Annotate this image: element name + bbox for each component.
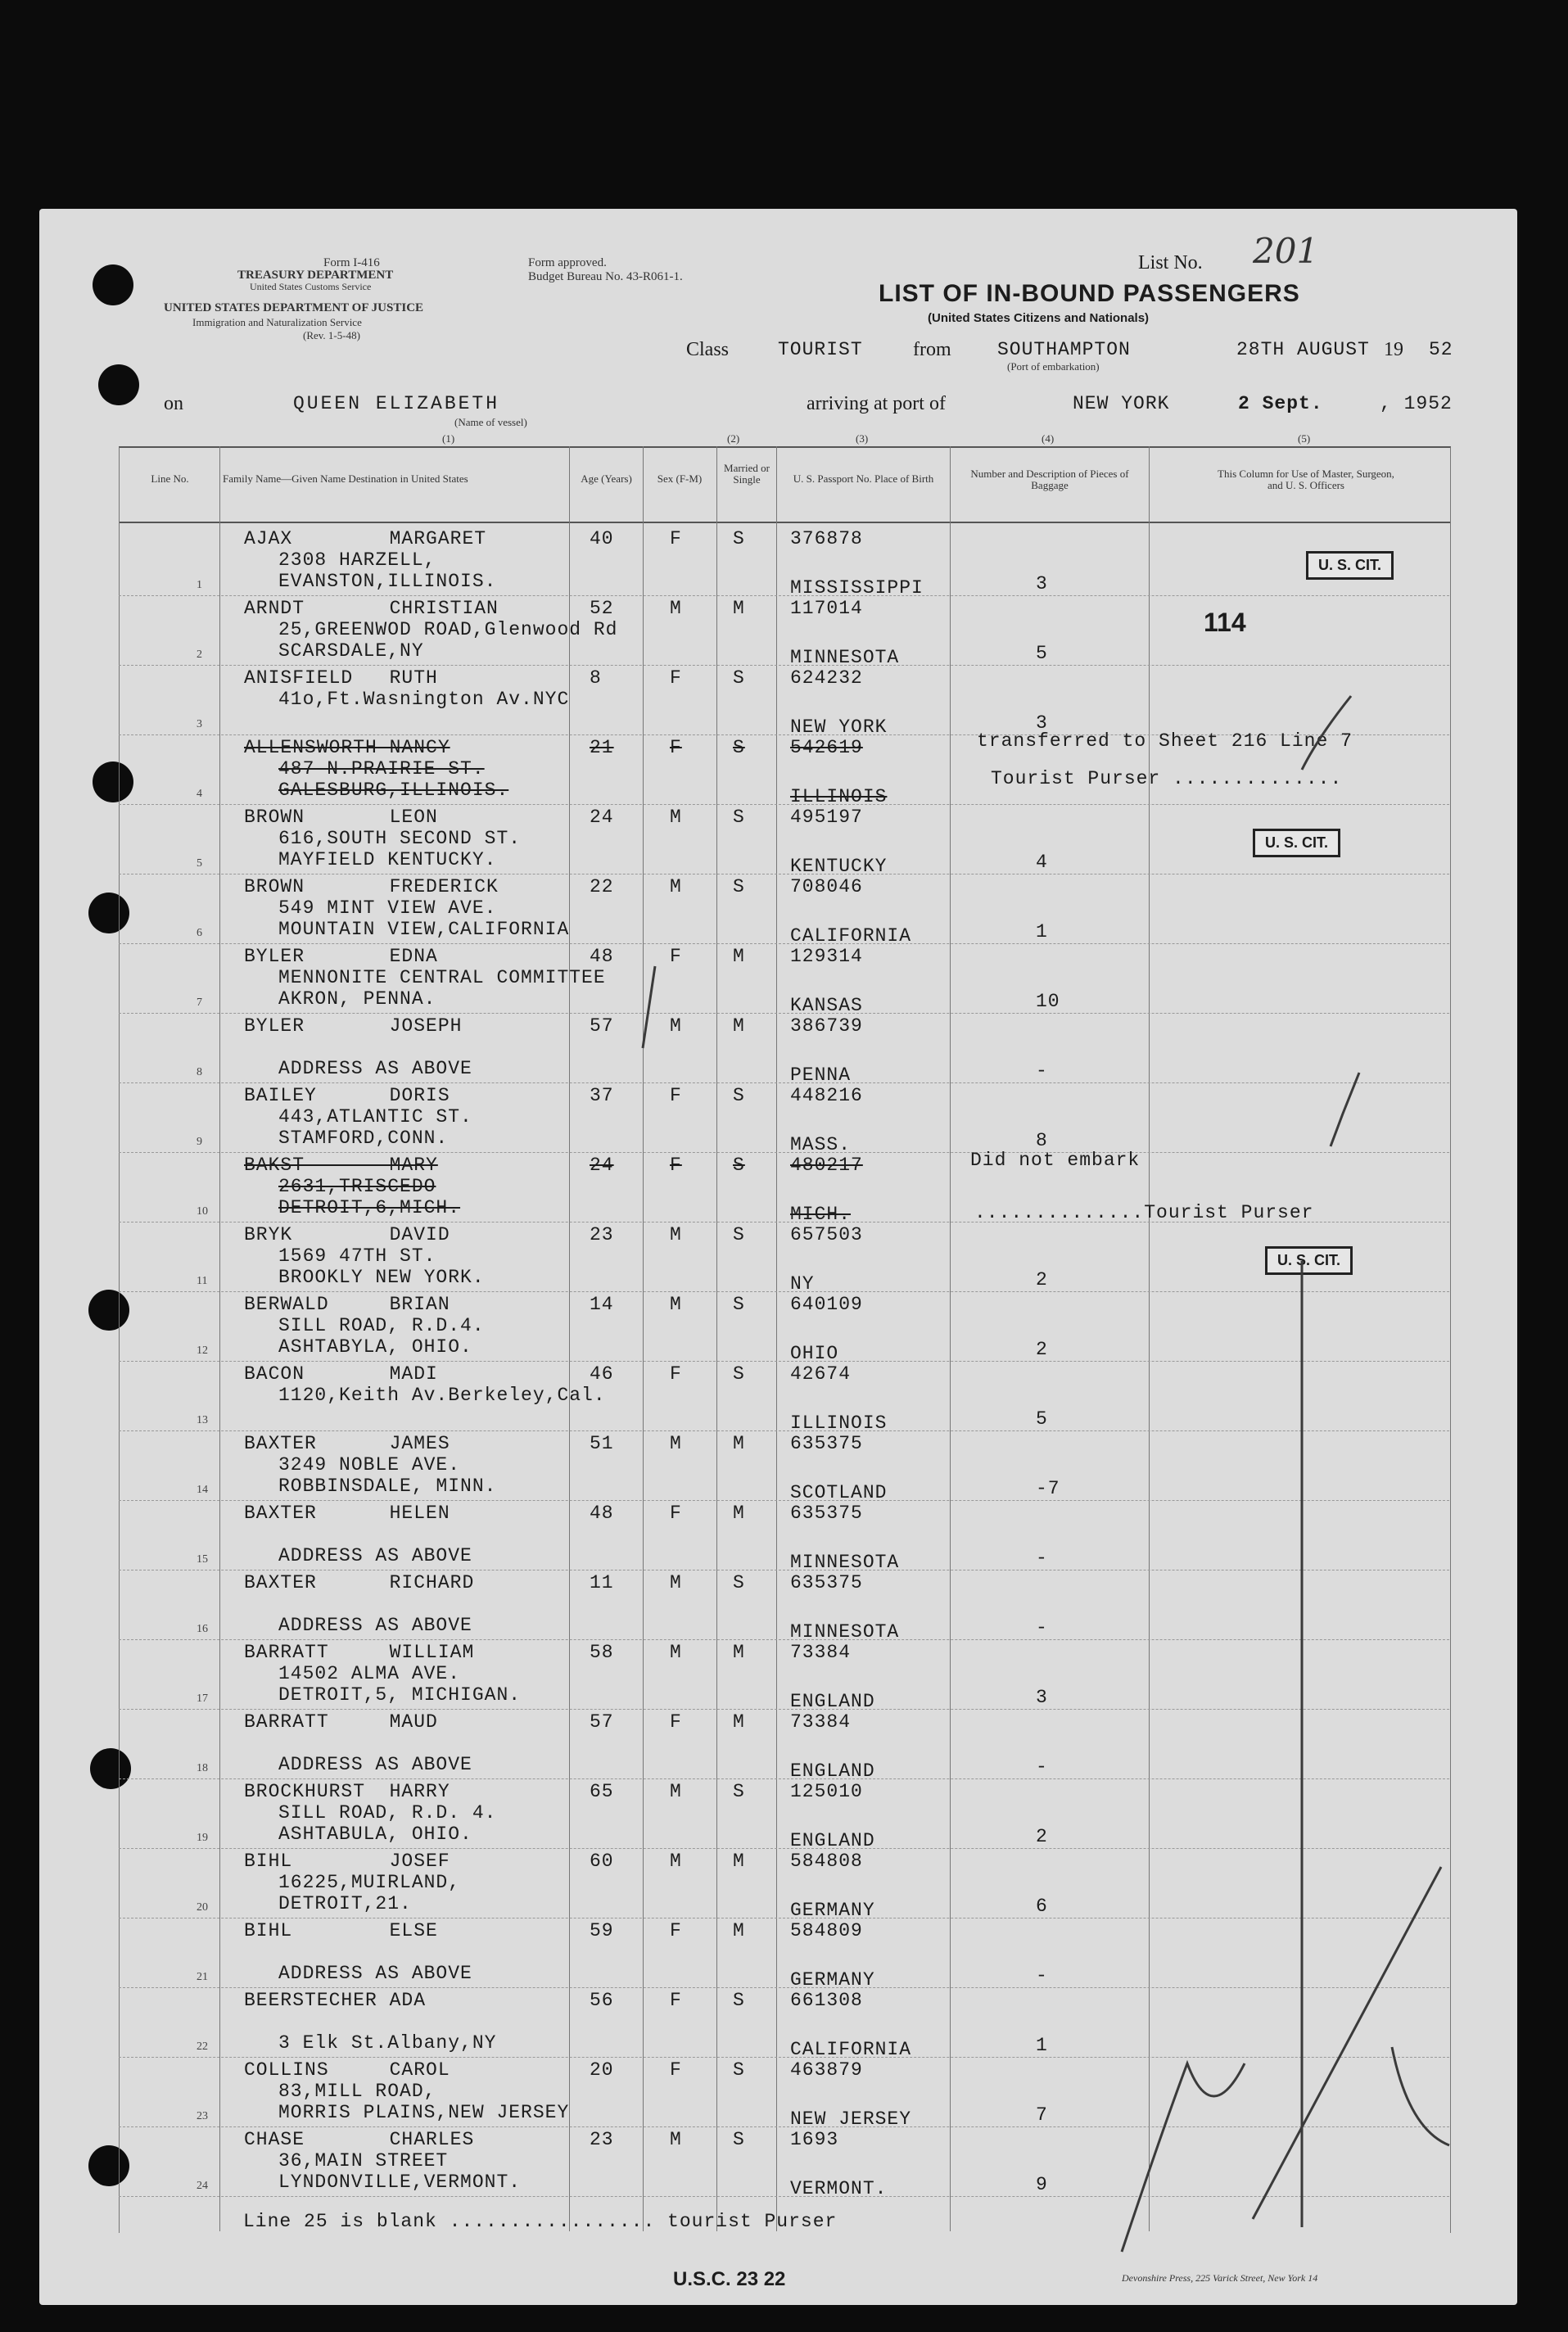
address-line-1: 16225,MUIRLAND, xyxy=(278,1872,461,1893)
address-line-2: MORRIS PLAINS,NEW JERSEY xyxy=(278,2102,570,2123)
sex: F xyxy=(670,1990,682,2011)
line-number: 7 xyxy=(197,997,202,1009)
address-line-2: 3 Elk St.Albany,NY xyxy=(278,2032,497,2054)
sex: F xyxy=(670,1711,682,1733)
page-subtitle: (United States Citizens and Nationals) xyxy=(928,311,1150,325)
place-of-birth: CALIFORNIA xyxy=(790,925,912,947)
passenger-name: BERWALD BRIAN xyxy=(244,1294,450,1315)
passport-number: 635375 xyxy=(790,1433,863,1454)
marital-status: S xyxy=(733,807,745,828)
passenger-name: BIHL JOSEF xyxy=(244,1851,450,1872)
sex: M xyxy=(670,807,682,828)
passenger-name: BIHL ELSE xyxy=(244,1920,438,1941)
age: 20 xyxy=(590,2059,614,2081)
age: 46 xyxy=(590,1363,614,1385)
baggage-count: 2 xyxy=(1036,1269,1048,1290)
place-of-birth: ENGLAND xyxy=(790,1691,875,1712)
list-number: 201 xyxy=(1253,231,1319,271)
baggage-count: - xyxy=(1036,1548,1048,1569)
passenger-name: BAKST MARY xyxy=(244,1155,438,1176)
passenger-name: BARRATT MAUD xyxy=(244,1711,438,1733)
purser-note-1: Tourist Purser .............. xyxy=(991,768,1343,789)
place-of-birth: NEW YORK xyxy=(790,716,888,738)
age: 23 xyxy=(590,1224,614,1245)
address-line-1: 2308 HARZELL, xyxy=(278,549,436,571)
passport-number: 376878 xyxy=(790,528,863,549)
port-caption: (Port of embarkation) xyxy=(1007,360,1100,373)
passenger-name: BAXTER JAMES xyxy=(244,1433,450,1454)
place-of-birth: GERMANY xyxy=(790,1969,875,1991)
sex: M xyxy=(670,1224,682,1245)
address-line-2: GALESBURG,ILLINOIS. xyxy=(278,780,509,801)
page-title: LIST OF IN-BOUND PASSENGERS xyxy=(879,280,1300,307)
line-number: 19 xyxy=(197,1832,208,1844)
col-header-line: Line No. xyxy=(151,472,189,485)
year-prefix: 19 xyxy=(1384,339,1403,360)
sex: F xyxy=(670,1503,682,1524)
signature xyxy=(1122,2063,1245,2252)
dept-treasury-sub: United States Customs Service xyxy=(250,281,372,292)
passport-number: 73384 xyxy=(790,1711,852,1733)
passenger-name: BARRATT WILLIAM xyxy=(244,1642,475,1663)
marital-status: M xyxy=(733,1711,745,1733)
col-num-4: (4) xyxy=(1042,432,1055,445)
list-label: List No. xyxy=(1138,252,1203,273)
age: 14 xyxy=(590,1294,614,1315)
address-line-2: ADDRESS AS ABOVE xyxy=(278,1545,472,1566)
age: 48 xyxy=(590,946,614,967)
address-line-2: LYNDONVILLE,VERMONT. xyxy=(278,2172,522,2193)
vessel-caption: (Name of vessel) xyxy=(454,416,527,428)
address-line-2: SCARSDALE,NY xyxy=(278,640,424,662)
place-of-birth: OHIO xyxy=(790,1343,839,1364)
baggage-count: 3 xyxy=(1036,573,1048,594)
check-mark xyxy=(1331,1073,1359,1146)
sex: M xyxy=(670,1015,682,1037)
address-line-1: 25,GREENWOD ROAD,Glenwood Rd xyxy=(278,619,618,640)
purser-note-2: ..............Tourist Purser xyxy=(974,1202,1314,1223)
age: 60 xyxy=(590,1851,614,1872)
address-line-1: 3249 NOBLE AVE. xyxy=(278,1454,461,1476)
place-of-birth: VERMONT. xyxy=(790,2178,888,2199)
budget-bureau: Budget Bureau No. 43-R061-1. xyxy=(528,270,683,283)
age: 57 xyxy=(590,1711,614,1733)
passenger-name: AJAX MARGARET xyxy=(244,528,487,549)
line-number: 14 xyxy=(197,1484,208,1496)
baggage-count: 3 xyxy=(1036,1687,1048,1708)
marital-status: S xyxy=(733,1990,745,2011)
passport-number: 125010 xyxy=(790,1781,863,1802)
col-num-5: (5) xyxy=(1298,432,1311,445)
did-not-embark-note: Did not embark xyxy=(970,1150,1141,1171)
sex: F xyxy=(670,737,682,758)
sex: M xyxy=(670,876,682,897)
marital-status: M xyxy=(733,598,745,619)
sex: F xyxy=(670,1920,682,1941)
passport-number: 542619 xyxy=(790,737,863,758)
address-line-1: SILL ROAD, R.D. 4. xyxy=(278,1802,497,1824)
passenger-name: ARNDT CHRISTIAN xyxy=(244,598,499,619)
marital-status: S xyxy=(733,737,745,758)
marital-status: M xyxy=(733,946,745,967)
place-of-birth: MASS. xyxy=(790,1134,852,1155)
address-line-2: DETROIT,5, MICHIGAN. xyxy=(278,1684,522,1706)
class-value: TOURIST xyxy=(778,339,863,360)
address-line-1: 616,SOUTH SECOND ST. xyxy=(278,828,522,849)
address-line-1: 14502 ALMA AVE. xyxy=(278,1663,461,1684)
line-number: 9 xyxy=(197,1136,202,1148)
baggage-count: 5 xyxy=(1036,643,1048,664)
marital-status: S xyxy=(733,1224,745,1245)
age: 58 xyxy=(590,1642,614,1663)
passport-number: 661308 xyxy=(790,1990,863,2011)
line-number: 11 xyxy=(197,1275,208,1287)
address-line-1: 2631,TRISCEDO xyxy=(278,1176,436,1197)
address-line-1: 443,ATLANTIC ST. xyxy=(278,1106,472,1128)
us-citizen-stamp: U. S. CIT. xyxy=(1265,1246,1353,1275)
place-of-birth: KENTUCKY xyxy=(790,856,888,877)
line-number: 21 xyxy=(197,1971,208,1983)
marital-status: S xyxy=(733,2129,745,2150)
marital-status: M xyxy=(733,1920,745,1941)
passport-number: 386739 xyxy=(790,1015,863,1037)
place-of-birth: ILLINOIS xyxy=(790,786,888,807)
age: 11 xyxy=(590,1572,614,1593)
embark-port: SOUTHAMPTON xyxy=(997,339,1131,360)
passenger-name: ALLENSWORTH NANCY xyxy=(244,737,450,758)
sex: F xyxy=(670,1155,682,1176)
passport-number: 448216 xyxy=(790,1085,863,1106)
sex: F xyxy=(670,528,682,549)
address-line-1: 1569 47TH ST. xyxy=(278,1245,436,1267)
passport-number: 635375 xyxy=(790,1503,863,1524)
sex: M xyxy=(670,1781,682,1802)
passenger-name: BACON MADI xyxy=(244,1363,438,1385)
transfer-note: transferred to Sheet 216 Line 7 xyxy=(977,730,1353,752)
address-line-2: DETROIT,6,MICH. xyxy=(278,1197,461,1218)
passenger-name: BYLER EDNA xyxy=(244,946,438,967)
place-of-birth: MINNESOTA xyxy=(790,1552,900,1573)
passport-number: 42674 xyxy=(790,1363,852,1385)
passenger-name: COLLINS CAROL xyxy=(244,2059,450,2081)
col-header-sex: Sex (F-M) xyxy=(657,472,703,485)
age: 24 xyxy=(590,1155,614,1176)
sex: M xyxy=(670,1294,682,1315)
line-number: 17 xyxy=(197,1693,208,1705)
passenger-name: BAILEY DORIS xyxy=(244,1085,450,1106)
form-number: Form I-416 xyxy=(323,256,380,269)
passport-number: 584809 xyxy=(790,1920,863,1941)
age: 21 xyxy=(590,737,614,758)
passport-number: 584808 xyxy=(790,1851,863,1872)
diagonal-stroke xyxy=(1253,1867,1441,2219)
line-number: 18 xyxy=(197,1762,208,1774)
address-line-2: MOUNTAIN VIEW,CALIFORNIA xyxy=(278,919,570,940)
sex: M xyxy=(670,2129,682,2150)
address-line-2: BROOKLY NEW YORK. xyxy=(278,1267,485,1288)
baggage-count: 10 xyxy=(1036,991,1060,1012)
dept-justice-sub: Immigration and Naturalization Service xyxy=(192,316,362,328)
marital-status: S xyxy=(733,528,745,549)
age: 40 xyxy=(590,528,614,549)
baggage-count: 1 xyxy=(1036,921,1048,942)
passenger-name: BROCKHURST HARRY xyxy=(244,1781,450,1802)
line-number: 20 xyxy=(197,1901,208,1914)
marital-status: M xyxy=(733,1851,745,1872)
baggage-count: - xyxy=(1036,1965,1048,1986)
printer-imprint: Devonshire Press, 225 Varick Street, New York 14 xyxy=(1122,2272,1318,2284)
col-header-married: Married or Single xyxy=(724,462,770,486)
line-number: 23 xyxy=(197,2110,208,2122)
address-line-2: ADDRESS AS ABOVE xyxy=(278,1754,472,1775)
age: 56 xyxy=(590,1990,614,2011)
arrival-date: 2 Sept. xyxy=(1238,393,1323,414)
baggage-count: 4 xyxy=(1036,852,1048,873)
sex: M xyxy=(670,1642,682,1663)
col-header-age: Age (Years) xyxy=(581,472,632,485)
passport-number: 708046 xyxy=(790,876,863,897)
address-line-1: SILL ROAD, R.D.4. xyxy=(278,1315,485,1336)
place-of-birth: PENNA xyxy=(790,1064,852,1086)
marital-status: S xyxy=(733,1781,745,1802)
us-citizen-stamp: U. S. CIT. xyxy=(1253,829,1340,857)
address-line-2: ASHTABYLA, OHIO. xyxy=(278,1336,472,1358)
address-line-1: 487 N.PRAIRIE ST. xyxy=(278,758,485,780)
place-of-birth: CALIFORNIA xyxy=(790,2039,912,2060)
dept-treasury: TREASURY DEPARTMENT xyxy=(237,269,394,282)
passenger-name: ANISFIELD RUTH xyxy=(244,667,438,689)
place-of-birth: MICH. xyxy=(790,1204,852,1225)
age: 52 xyxy=(590,598,614,619)
line-number: 4 xyxy=(197,788,202,800)
baggage-count: 5 xyxy=(1036,1408,1048,1430)
col-num-2: (2) xyxy=(727,432,740,445)
address-line-2: ROBBINSDALE, MINN. xyxy=(278,1476,497,1497)
place-of-birth: NEW JERSEY xyxy=(790,2108,912,2130)
passenger-name: CHASE CHARLES xyxy=(244,2129,475,2150)
age: 8 xyxy=(590,667,602,689)
marital-status: S xyxy=(733,876,745,897)
address-line-2: STAMFORD,CONN. xyxy=(278,1128,449,1149)
line-number: 12 xyxy=(197,1345,208,1357)
baggage-count: -7 xyxy=(1036,1478,1060,1499)
marital-status: S xyxy=(733,1294,745,1315)
arrival-port: NEW YORK xyxy=(1073,393,1170,414)
passport-number: 495197 xyxy=(790,807,863,828)
marital-status: S xyxy=(733,2059,745,2081)
passenger-name: BROWN LEON xyxy=(244,807,438,828)
passenger-name: BYLER JOSEPH xyxy=(244,1015,463,1037)
place-of-birth: MISSISSIPPI xyxy=(790,577,924,599)
address-line-2: ADDRESS AS ABOVE xyxy=(278,1963,472,1984)
address-line-1: 36,MAIN STREET xyxy=(278,2150,449,2172)
age: 37 xyxy=(590,1085,614,1106)
place-of-birth: ENGLAND xyxy=(790,1830,875,1851)
col-num-3: (3) xyxy=(856,432,869,445)
signature xyxy=(1392,2047,1449,2145)
marital-status: S xyxy=(733,1155,745,1176)
us-citizen-stamp: U. S. CIT. xyxy=(1306,551,1394,580)
passport-number: 635375 xyxy=(790,1572,863,1593)
sex: F xyxy=(670,1363,682,1385)
marital-status: M xyxy=(733,1015,745,1037)
age: 22 xyxy=(590,876,614,897)
line-number: 24 xyxy=(197,2180,208,2192)
passport-number: 624232 xyxy=(790,667,863,689)
age: 57 xyxy=(590,1015,614,1037)
address-line-2: EVANSTON,ILLINOIS. xyxy=(278,571,497,592)
passport-number: 1693 xyxy=(790,2129,839,2150)
place-of-birth: ILLINOIS xyxy=(790,1412,888,1434)
baggage-count: - xyxy=(1036,1617,1048,1638)
passport-number: 129314 xyxy=(790,946,863,967)
baggage-count: 6 xyxy=(1036,1896,1048,1917)
age: 59 xyxy=(590,1920,614,1941)
place-of-birth: NY xyxy=(790,1273,815,1295)
line-number: 3 xyxy=(197,718,202,730)
revision: (Rev. 1-5-48) xyxy=(303,329,360,341)
arriving-label: arriving at port of xyxy=(807,393,946,414)
marital-status: M xyxy=(733,1503,745,1524)
line-number: 8 xyxy=(197,1066,202,1078)
sex: F xyxy=(670,2059,682,2081)
marital-status: S xyxy=(733,1085,745,1106)
check-mark xyxy=(643,966,655,1048)
check-mark xyxy=(1302,696,1351,770)
on-label: on xyxy=(164,393,183,414)
sex: M xyxy=(670,1851,682,1872)
baggage-count: 8 xyxy=(1036,1130,1048,1151)
address-line-1: 83,MILL ROAD, xyxy=(278,2081,436,2102)
col-header-passport: U. S. Passport No. Place of Birth xyxy=(793,472,934,485)
sex: F xyxy=(670,667,682,689)
passenger-name: BRYK DAVID xyxy=(244,1224,450,1245)
address-line-2: ADDRESS AS ABOVE xyxy=(278,1058,472,1079)
place-of-birth: MINNESOTA xyxy=(790,1621,900,1643)
line-number: 10 xyxy=(197,1205,208,1218)
line-number: 15 xyxy=(197,1553,208,1566)
place-of-birth: ENGLAND xyxy=(790,1760,875,1782)
address-line-2: ASHTABULA, OHIO. xyxy=(278,1824,472,1845)
place-of-birth: SCOTLAND xyxy=(790,1482,888,1503)
age: 65 xyxy=(590,1781,614,1802)
age: 24 xyxy=(590,807,614,828)
baggage-count: - xyxy=(1036,1060,1048,1082)
marital-status: M xyxy=(733,1433,745,1454)
footer-usc: U.S.C. 23 22 xyxy=(673,2268,786,2290)
col-num-1: (1) xyxy=(442,432,455,445)
line-number: 13 xyxy=(197,1414,208,1426)
age: 48 xyxy=(590,1503,614,1524)
baggage-count: 9 xyxy=(1036,2174,1048,2195)
passenger-name: BROWN FREDERICK xyxy=(244,876,499,897)
arrival-year: , 1952 xyxy=(1380,393,1453,414)
address-line-2: ADDRESS AS ABOVE xyxy=(278,1615,472,1636)
age: 23 xyxy=(590,2129,614,2150)
marital-status: S xyxy=(733,667,745,689)
vessel-name: QUEEN ELIZABETH xyxy=(293,393,500,414)
address-line-1: 1120,Keith Av.Berkeley,Cal. xyxy=(278,1385,606,1406)
sex: M xyxy=(670,598,682,619)
age: 51 xyxy=(590,1433,614,1454)
passport-number: 117014 xyxy=(790,598,863,619)
baggage-count: 7 xyxy=(1036,2104,1048,2126)
form-approved: Form approved. xyxy=(528,256,607,269)
address-line-2: MAYFIELD KENTUCKY. xyxy=(278,849,497,870)
address-line-1: MENNONITE CENTRAL COMMITTEE xyxy=(278,967,606,988)
passenger-name: BEERSTECHER ADA xyxy=(244,1990,427,2011)
place-of-birth: MINNESOTA xyxy=(790,647,900,668)
passport-number: 480217 xyxy=(790,1155,863,1176)
passenger-name: BAXTER HELEN xyxy=(244,1503,450,1524)
class-label: Class xyxy=(686,339,730,360)
passenger-name: BAXTER RICHARD xyxy=(244,1572,475,1593)
baggage-count: 3 xyxy=(1036,712,1048,734)
line-25-note: Line 25 is blank ................. tourist Purser xyxy=(243,2211,838,2232)
address-line-1: 549 MINT VIEW AVE. xyxy=(278,897,497,919)
line-number: 5 xyxy=(197,857,202,870)
line-number: 22 xyxy=(197,2040,208,2053)
col-header-baggage: Number and Description of Pieces of Baggage xyxy=(970,468,1129,491)
marital-status: M xyxy=(733,1642,745,1663)
baggage-count: 2 xyxy=(1036,1826,1048,1847)
address-line-2: AKRON, PENNA. xyxy=(278,988,436,1010)
col-header-officers: This Column for Use of Master, Surgeon, and U. S. Officers xyxy=(1218,468,1394,491)
place-of-birth: GERMANY xyxy=(790,1900,875,1921)
address-line-1: 41o,Ft.Wasnington Av.NYC xyxy=(278,689,570,710)
baggage-count: 2 xyxy=(1036,1339,1048,1360)
passport-number: 657503 xyxy=(790,1224,863,1245)
sex: M xyxy=(670,1433,682,1454)
departure-date: 28TH AUGUST xyxy=(1236,339,1370,360)
from-label: from xyxy=(913,339,951,360)
line-number: 16 xyxy=(197,1623,208,1635)
baggage-count: 1 xyxy=(1036,2035,1048,2056)
passport-number: 640109 xyxy=(790,1294,863,1315)
address-line-2: DETROIT,21. xyxy=(278,1893,412,1914)
departure-year: 52 xyxy=(1429,339,1453,360)
passport-number: 463879 xyxy=(790,2059,863,2081)
sex: F xyxy=(670,946,682,967)
dept-justice: UNITED STATES DEPARTMENT OF JUSTICE xyxy=(164,301,424,314)
marital-status: S xyxy=(733,1363,745,1385)
line-number: 1 xyxy=(197,579,202,591)
count-number: 114 xyxy=(1204,608,1246,637)
baggage-count: - xyxy=(1036,1756,1048,1778)
sex: F xyxy=(670,1085,682,1106)
marital-status: S xyxy=(733,1572,745,1593)
sex: M xyxy=(670,1572,682,1593)
line-number: 6 xyxy=(197,927,202,939)
passport-number: 73384 xyxy=(790,1642,852,1663)
place-of-birth: KANSAS xyxy=(790,995,863,1016)
line-number: 2 xyxy=(197,649,202,661)
col-header-name: Family Name—Given Name Destination in United States xyxy=(223,472,468,485)
